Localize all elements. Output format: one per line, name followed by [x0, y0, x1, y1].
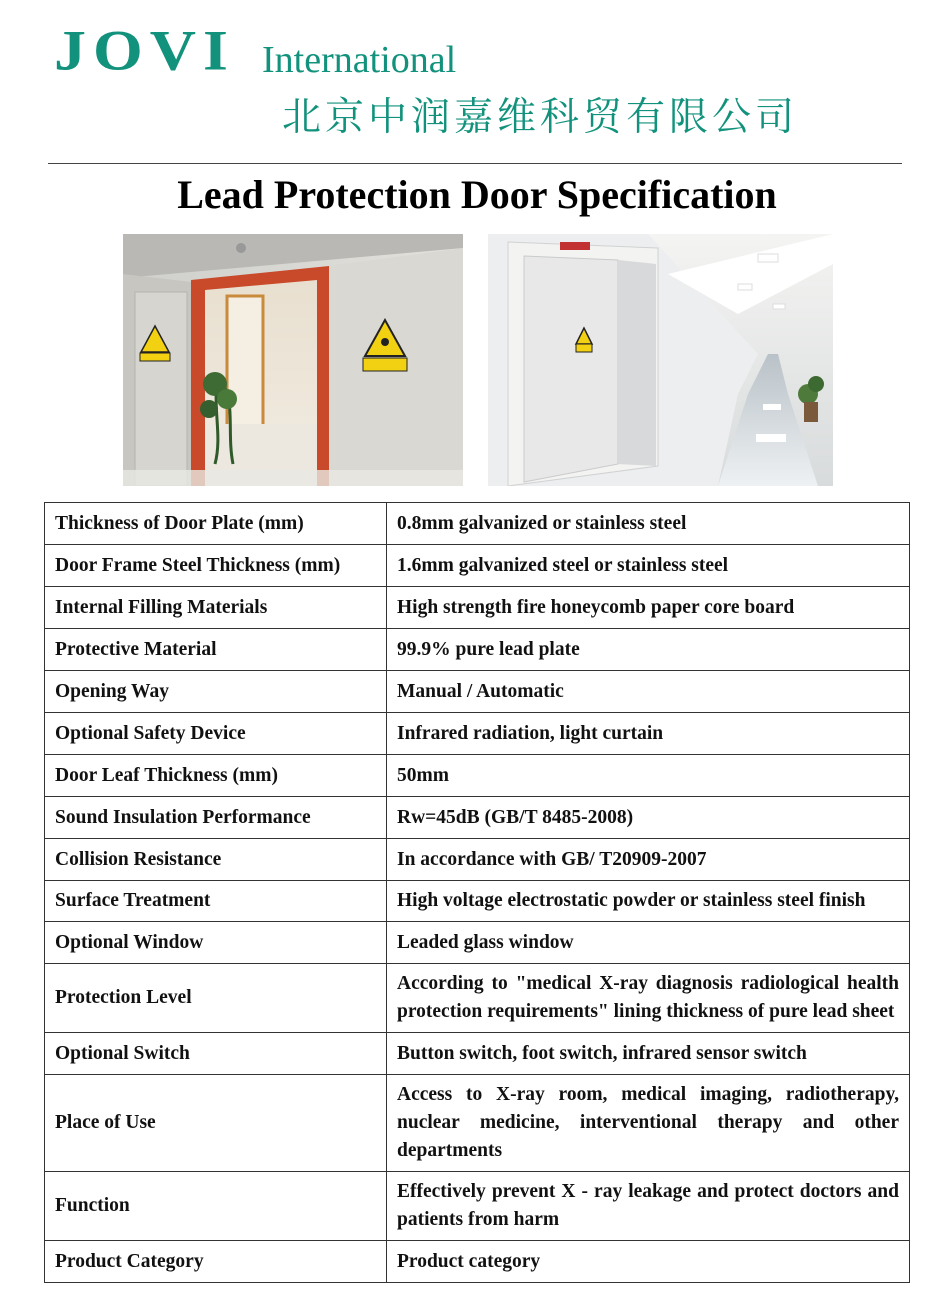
table-row: [45, 922, 910, 964]
table-row: [45, 881, 910, 922]
spec-label: Optional Safety Device: [45, 713, 387, 755]
table-row: [45, 713, 910, 755]
table-row: [45, 1033, 910, 1075]
spec-label: Door Frame Steel Thickness (mm): [45, 545, 387, 587]
spec-label: Product Category: [45, 1241, 387, 1283]
spec-label: Door Leaf Thickness (mm): [45, 755, 387, 797]
spec-value: According to "medical X-ray diagnosis radiological health protection requirements" lining thickness of pure lead sheet: [387, 964, 910, 1033]
spec-label: Thickness of Door Plate (mm): [45, 503, 387, 545]
table-row: [45, 1172, 910, 1241]
spec-value: High strength fire honeycomb paper core board: [387, 587, 910, 629]
spec-value: 50mm: [387, 755, 910, 797]
table-row: [45, 964, 910, 1033]
photo-corridor-door: [488, 234, 833, 486]
table-row: [45, 797, 910, 839]
spec-label: Surface Treatment: [45, 881, 387, 922]
table-row: [45, 545, 910, 587]
table-row: [45, 629, 910, 671]
table-row: [45, 587, 910, 629]
header-divider: [48, 163, 902, 164]
table-row: [45, 1241, 910, 1283]
spec-table: [44, 502, 910, 1283]
spec-label: Optional Switch: [45, 1033, 387, 1075]
spec-label: Sound Insulation Performance: [45, 797, 387, 839]
spec-value: Infrared radiation, light curtain: [387, 713, 910, 755]
spec-label: Internal Filling Materials: [45, 587, 387, 629]
spec-value: High voltage electrostatic powder or stainless steel finish: [387, 881, 910, 922]
table-row: [45, 503, 910, 545]
spec-value: Access to X-ray room, medical imaging, radiotherapy, nuclear medicine, interventional therapy and other departments: [387, 1075, 910, 1172]
spec-value: 1.6mm galvanized steel or stainless steel: [387, 545, 910, 587]
spec-label: Opening Way: [45, 671, 387, 713]
table-row: [45, 1075, 910, 1172]
photo-open-door: [123, 234, 463, 486]
spec-label: Function: [45, 1172, 387, 1241]
spec-value: 99.9% pure lead plate: [387, 629, 910, 671]
spec-value: 0.8mm galvanized or stainless steel: [387, 503, 910, 545]
brand-subtitle: International: [262, 39, 457, 81]
spec-label: Collision Resistance: [45, 839, 387, 881]
table-row: [45, 755, 910, 797]
jovi-logo: JOVI: [54, 18, 235, 83]
spec-label: Place of Use: [45, 1075, 387, 1172]
spec-value: Effectively prevent X - ray leakage and protect doctors and patients from harm: [387, 1172, 910, 1241]
table-row: [45, 671, 910, 713]
spec-value: Button switch, foot switch, infrared sensor switch: [387, 1033, 910, 1075]
spec-label: Optional Window: [45, 922, 387, 964]
brand-header: [54, 18, 854, 142]
table-row: [45, 839, 910, 881]
company-name-cn: 北京中润嘉维科贸有限公司: [282, 95, 799, 140]
spec-label: Protective Material: [45, 629, 387, 671]
spec-value: In accordance with GB/ T20909-2007: [387, 839, 910, 881]
page-title: Lead Protection Door Specification: [177, 172, 777, 217]
spec-value: Leaded glass window: [387, 922, 910, 964]
spec-value: Manual / Automatic: [387, 671, 910, 713]
spec-label: Protection Level: [45, 964, 387, 1033]
spec-value: Product category: [387, 1241, 910, 1283]
spec-value: Rw=45dB (GB/T 8485-2008): [387, 797, 910, 839]
